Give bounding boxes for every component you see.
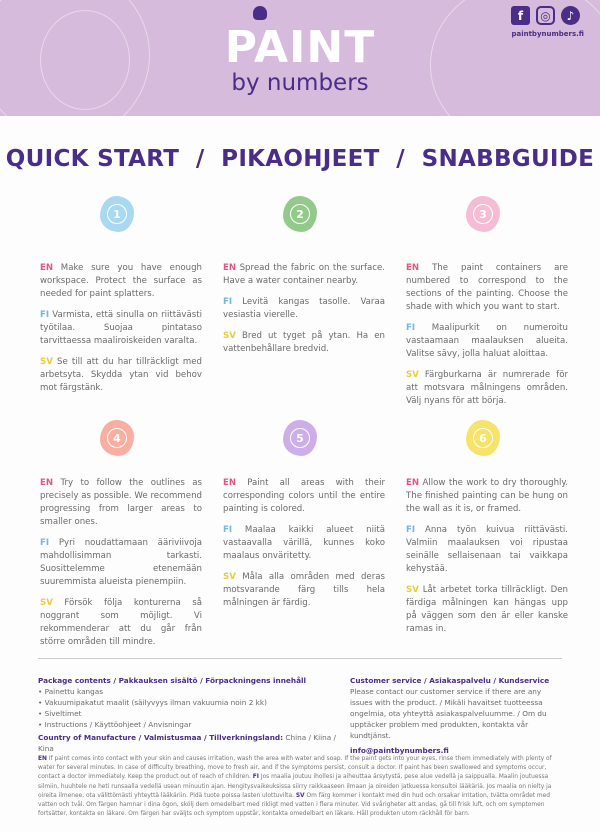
divider xyxy=(38,658,562,659)
lang-label-en: EN xyxy=(40,478,54,488)
lang-label-fi: FI xyxy=(406,525,416,535)
step-text xyxy=(40,262,202,403)
step-en-text: Allow the work to dry thoroughly. The finished painting can be hung on the wall as it is, or framed. xyxy=(406,478,569,514)
disclaimer-en: If paint comes into contact with your skin and causes irritation, wash the area with water and soap. If the paint gets into your eyes, rinse them immediately with plenty of water for several minutes. In case of difficulty breathing, move to fresh air, and if the symptoms persist, consult a doctor. If paint has been swallowed and symptoms occur, contact a doctor immediately. Keep the product out of reach of children. xyxy=(38,756,552,781)
step-en-text: Try to follow the outlines as precisely as possible. We recommend progressing from larger areas to smaller ones. xyxy=(40,478,202,527)
package-item: • Instructions / Käyttöohjeet / Anvisningar xyxy=(38,720,192,729)
step-fi-text: Pyri noudattamaan ääriviivoja mahdollisimman tarkasti. Suosittelemme etenemään suuremmista alueista pienempiin. xyxy=(40,538,202,587)
package-item: • Vakuumipakatut maalit (säilyvyys ilman vakuumia noin 2 kk) xyxy=(38,698,267,707)
social-links xyxy=(511,6,580,25)
step-en-text: Spread the fabric on the surface. Have a water container nearby. xyxy=(223,263,386,286)
lang-label-fi: FI xyxy=(223,525,233,535)
lang-label-en: EN xyxy=(223,478,237,488)
step-text xyxy=(40,477,202,657)
lang-label-en: EN xyxy=(38,756,47,762)
lang-label-en: EN xyxy=(406,263,420,273)
step-fi-text: Maalaa kaikki alueet niitä vastaavalla värillä, kunnes koko maalaus onväritetty. xyxy=(223,525,385,561)
step-fi xyxy=(406,322,568,361)
step-en-text: Make sure you have enough workspace. Protect the surface as needed for paint splatters. xyxy=(40,263,202,299)
step-sv xyxy=(223,330,385,356)
lang-label-en: EN xyxy=(40,263,54,273)
lang-label-fi: FI xyxy=(223,297,233,307)
step-sv xyxy=(40,597,202,649)
step-fi-text: Varmista, että sinulla on riittävästi työtilaa. Suojaa pintataso tarvittaessa maaliroiskeiden varalta. xyxy=(40,310,202,346)
step-sv-text: Måla alla områden med deras motsvarande färg tills hela målningen är färdig. xyxy=(223,572,385,608)
step-number: 2 xyxy=(290,204,310,224)
step-en xyxy=(406,262,568,314)
lang-label-fi: FI xyxy=(40,310,50,320)
step-number: 1 xyxy=(107,204,127,224)
step-sv-text: Se till att du har tillräckligt med arbetsyta. Skydda ytan vid behov mot färgstänk. xyxy=(40,357,202,393)
facebook-icon[interactable]: f xyxy=(511,6,530,25)
step-fi xyxy=(223,524,385,563)
logo-paint: PAINT xyxy=(224,22,376,73)
instagram-icon[interactable]: ◎ xyxy=(536,6,555,25)
step-number: 6 xyxy=(473,428,493,448)
header-banner xyxy=(0,0,600,116)
lang-label-en: EN xyxy=(223,263,237,273)
lang-label-sv: SV xyxy=(223,572,236,582)
step-number: 5 xyxy=(290,428,310,448)
disclaimer-sv: Om färg kommer i kontakt med din hud och orsakar irritation, tvätta området med vatten och tvål. Om färgen hamnar i dina ögon, skölj dem omedelbart med rikligt med vatten i flera minuter. Vid svårigheter att andas, gå till frisk luft, och om symptomen fortsätter, kontakta en läkare. Om färgen har svälјts och symptom uppstår, kontakta omedelbart en läkare. Håll produkten utom räckhåll för barn. xyxy=(38,792,551,818)
lang-label-sv: SV xyxy=(40,357,53,367)
step-en xyxy=(40,477,202,529)
service-text: Please contact our customer service if there are any issues with the product. / Mikäli havaitset tuotteessa ongelmia, ota yhteyttä asiakaspalveluumme. / Om du upptäcker problem med produkten, kontakta vår kundtjänst. xyxy=(350,687,547,740)
step-sv xyxy=(406,369,568,408)
package-item: • Painettu kangas xyxy=(38,687,104,696)
step-fi xyxy=(40,309,202,348)
website-link[interactable]: paintbynumbers.fi xyxy=(511,30,584,38)
step-fi-text: Anna työn kuivua riittävästi. Valmiin maalauksen voi ripustaa seinälle sellaisenaan tai vaikkapa kehystää. xyxy=(406,525,568,574)
step-fi xyxy=(40,537,202,589)
lang-label-sv: SV xyxy=(40,598,53,608)
step-number-badge xyxy=(100,196,134,232)
lang-label-sv: SV xyxy=(295,792,305,799)
lang-label-fi: FI xyxy=(252,774,259,781)
package-heading: Package contents / Pakkauksen sisältö / Förpackningens innehåll xyxy=(38,676,306,685)
step-en-text: The paint containers are numbered to correspond to the sections of the painting. Choose the shade with which you want to start. xyxy=(406,263,568,312)
step-number-badge xyxy=(466,196,500,232)
step-number: 3 xyxy=(473,204,493,224)
paint-drop-icon xyxy=(253,6,267,20)
step-fi-text: Levitä kangas tasolle. Varaa vesiastia vierelle. xyxy=(223,297,385,320)
step-sv-text: Försök följa konturerna så noggrant som möjligt. Vi rekommenderar att du går från större områden till mindre. xyxy=(40,598,202,647)
step-fi-text: Maalipurkit on numeroitu vastaamaan maalauksen alueita. Valitse sävy, jolla haluat aloittaa. xyxy=(406,323,568,359)
step-sv xyxy=(406,584,568,636)
package-contents xyxy=(38,675,338,754)
lang-label-sv: SV xyxy=(223,331,236,341)
lang-label-fi: FI xyxy=(406,323,416,333)
tiktok-icon[interactable]: ♪ xyxy=(561,6,580,25)
step-number-badge xyxy=(283,420,317,456)
step-sv xyxy=(40,356,202,395)
step-number-badge xyxy=(100,420,134,456)
disclaimer-fi: Jos maalia joutuu ihollesi ja aiheuttaa ärsytystä, pese alue vedellä ja saippualla. Maalin joutuessa silmiin, huuhtele ne heti runsaalla vedellä usean minuutin ajan. Hengitysvaikeuksissa siirry raikkaaseen ilmaan ja oireiden jatkuessa konsultoi lääkäriä. Jos maalia on nielty ja oireita ilmenee, ota välittömästi yhteyttä lääkäriin. Pidä tuote poissa lasten ulottuvilta. xyxy=(38,774,552,799)
step-en-text: Paint all areas with their corresponding colors until the entire painting is colored. xyxy=(223,478,386,514)
step-number: 4 xyxy=(107,428,127,448)
step-sv-text: Bred ut tyget på ytan. Ha en vattenbehållare bredvid. xyxy=(223,331,386,354)
step-en xyxy=(40,262,202,301)
step-text xyxy=(223,262,385,364)
step-number-badge xyxy=(466,420,500,456)
service-heading: Customer service / Asiakaspalvelu / Kundservice xyxy=(350,676,550,685)
step-fi xyxy=(223,296,385,322)
step-text xyxy=(223,477,385,618)
country-label: Country of Manufacture / Valmistusmaa / Tillverkningsland: xyxy=(38,733,284,742)
step-text xyxy=(406,477,568,644)
step-sv xyxy=(223,571,385,610)
step-sv-text: Färgburkarna är numrerade för att motsvara målningens områden. Välj nyans för att börja. xyxy=(406,370,568,406)
step-sv-text: Låt arbetet torka tillräckligt. Den färdiga målningen kan hängas upp på väggen som den är eller kanske ramas in. xyxy=(406,585,568,634)
step-en xyxy=(406,477,568,516)
country-value: China / Kiina / Kina xyxy=(38,733,337,753)
step-fi xyxy=(406,524,568,576)
lang-label-sv: SV xyxy=(406,370,419,380)
lang-label-sv: SV xyxy=(406,585,419,595)
page-title: QUICK START / PIKAOHJEET / SNABBGUIDE xyxy=(5,146,595,172)
customer-service xyxy=(350,675,562,756)
step-text xyxy=(406,262,568,416)
step-en xyxy=(223,262,385,288)
safety-disclaimer xyxy=(38,755,562,819)
step-en xyxy=(223,477,385,516)
step-number-badge xyxy=(283,196,317,232)
logo-by-numbers: by numbers xyxy=(231,70,369,96)
email-link[interactable]: info@paintbynumbers.fi xyxy=(350,746,449,755)
lang-label-fi: FI xyxy=(40,538,50,548)
lang-label-en: EN xyxy=(406,478,420,488)
package-item: • Siveltimet xyxy=(38,709,82,718)
